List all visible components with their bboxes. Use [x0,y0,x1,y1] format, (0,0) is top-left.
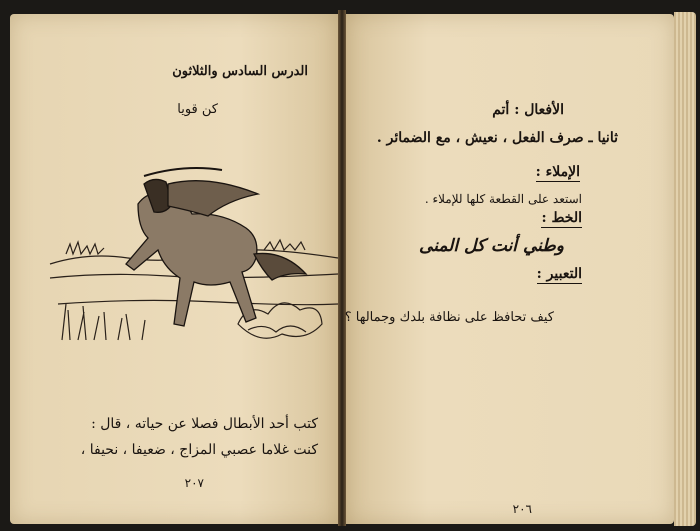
dictation-instruction: استعد على القطعة كلها للإملاء . [424,192,582,206]
body-line-1: كتب أحد الأبطال فصلا عن حياته ، قال : [91,416,318,432]
line-verbs: الأفعال : أتم [492,102,564,118]
heading-dictation: الإملاء : [535,164,580,180]
page-number-right: ٢٠٦ [512,502,532,516]
lesson-title: الدرس السادس والثلاثون [172,64,308,79]
left-page [10,14,338,524]
expression-question: كيف تحافظ على نظافة بلدك وجمالها ؟ [344,310,554,325]
book-gutter [338,10,346,526]
body-line-2: كنت غلاما عصبي المزاج ، ضعيفا ، نحيفا ، [80,442,318,458]
horseman-illustration [48,154,338,364]
heading-expression: التعبير : [536,266,582,282]
page-edges [674,12,696,526]
handwriting-text: وطني أنت كل المنى [419,236,564,256]
lesson-subtitle: كن قويا [177,102,218,117]
line-conjugate: ثانيا ـ صرف الفعل ، نعيش ، مع الضمائر . [376,130,618,146]
heading-handwriting: الخط : [541,210,582,226]
page-number-left: ٢٠٧ [184,476,204,490]
right-page [346,14,674,524]
